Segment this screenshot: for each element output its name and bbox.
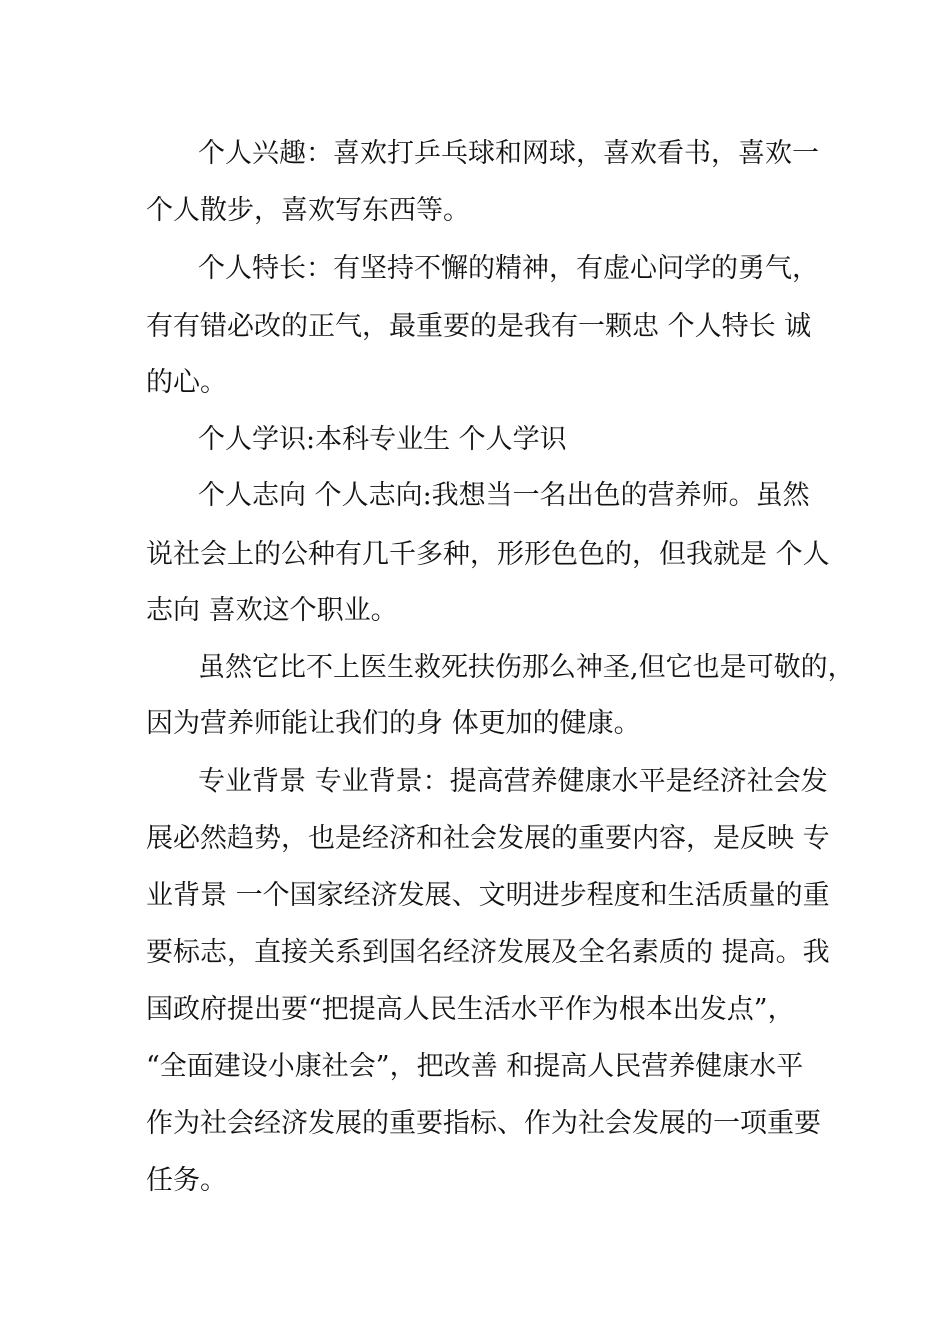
paragraph-background-line-8: 任务。 — [146, 1165, 227, 1196]
paragraph-strengths-line-3: 的心。 — [146, 367, 227, 398]
paragraph-aspiration-line-2: 说社会上的公种有几千多种，形形色色的，但我就是 个人 — [146, 539, 830, 570]
paragraph-strengths-line-1: 个人特长：有坚持不懈的精神，有虚心问学的勇气， — [198, 253, 819, 284]
paragraph-respect-line-2: 因为营养师能让我们的身 体更加的健康。 — [146, 708, 641, 739]
paragraph-interests-line-2: 个人散步，喜欢写东西等。 — [146, 195, 470, 226]
paragraph-background-line-6: “全面建设小康社会”，把改善 和提高人民营养健康水平 — [146, 1051, 804, 1082]
paragraph-background-line-7: 作为社会经济发展的重要指标、作为社会发展的一项重要 — [146, 1108, 821, 1139]
paragraph-background-line-3: 业背景 一个国家经济发展、文明进步程度和生活质量的重 — [146, 880, 830, 911]
paragraph-background-line-1: 专业背景 专业背景：提高营养健康水平是经济社会发 — [198, 766, 828, 797]
paragraph-education-line-1: 个人学识:本科专业生 个人学识 — [198, 424, 567, 455]
paragraph-background-line-5: 国政府提出要“把提高人民生活水平作为根本出发点”， — [146, 994, 795, 1025]
paragraph-respect-line-1: 虽然它比不上医生救死扶伤那么神圣,但它也是可敬的， — [198, 652, 855, 683]
paragraph-strengths-line-2: 有有错必改的正气，最重要的是我有一颗忠 个人特长 诚 — [146, 311, 812, 342]
paragraph-interests-line-1: 个人兴趣：喜欢打乒乓球和网球，喜欢看书，喜欢一 — [198, 138, 819, 169]
paragraph-aspiration-line-1: 个人志向 个人志向:我想当一名出色的营养师。虽然 — [198, 480, 810, 511]
paragraph-background-line-2: 展必然趋势，也是经济和社会发展的重要内容，是反映 专 — [146, 823, 830, 854]
paragraph-background-line-4: 要标志，直接关系到国名经济发展及全名素质的 提高。我 — [146, 937, 830, 968]
paragraph-aspiration-line-3: 志向 喜欢这个职业。 — [146, 595, 398, 626]
